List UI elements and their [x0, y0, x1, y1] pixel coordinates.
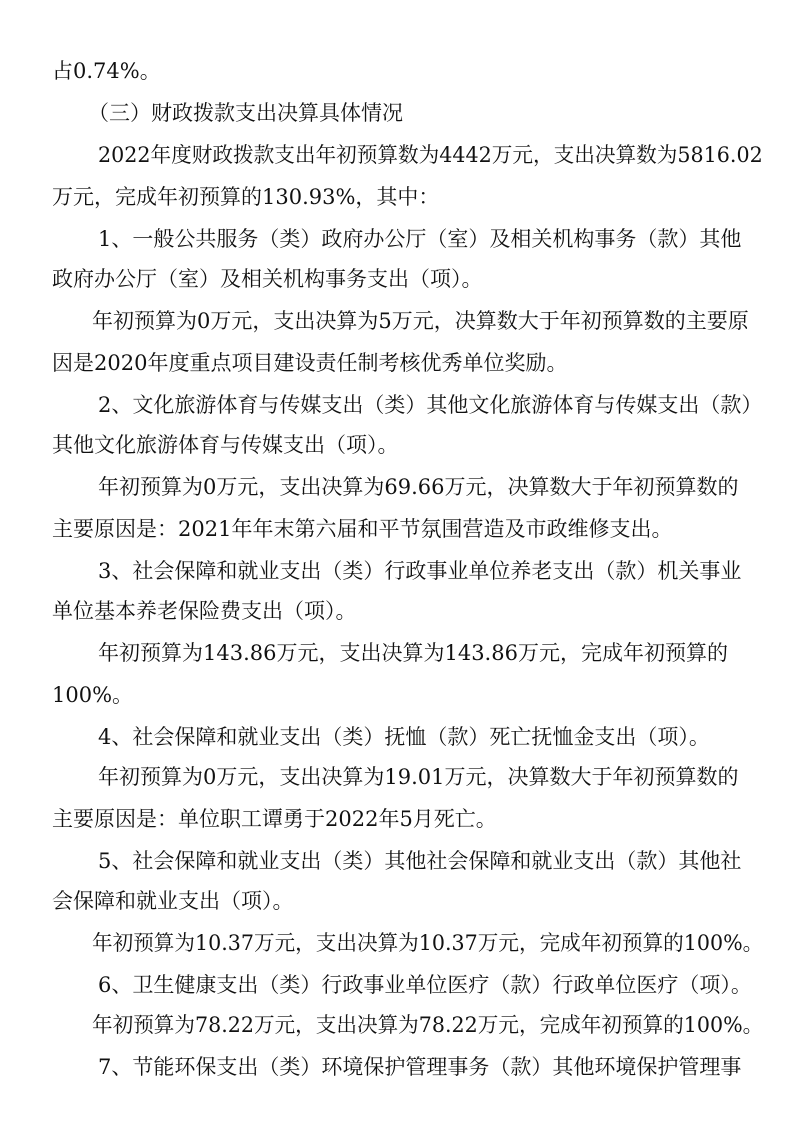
text-line: 万元，完成年初预算的130.93%，其中：: [52, 185, 440, 209]
text-line: 2、文化旅游体育与传媒支出（类）其他文化旅游体育与传媒支出（款）: [98, 393, 763, 417]
text-line: 年初预算为143.86万元，支出决算为143.86万元，完成年初预算的: [98, 641, 728, 665]
text-line: 因是2020年度重点项目建设责任制考核优秀单位奖励。: [52, 351, 568, 375]
text-line: 5、社会保障和就业支出（类）其他社会保障和就业支出（款）其他社: [98, 849, 742, 873]
text-line: 主要原因是：单位职工谭勇于2022年5月死亡。: [52, 807, 497, 831]
text-line: 其他文化旅游体育与传媒支出（项）。: [52, 433, 399, 457]
section-heading: （三）财政拨款支出决算具体情况: [88, 101, 403, 125]
text-line: 占0.74%。: [52, 59, 161, 83]
text-line: 2022年度财政拨款支出年初预算数为4442万元，支出决算数为5816.02: [98, 143, 763, 167]
text-line: 6、卫生健康支出（类）行政事业单位医疗（款）行政单位医疗（项）。: [98, 973, 752, 997]
text-line: 单位基本养老保险费支出（项）。: [52, 599, 357, 623]
text-line: 7、节能环保支出（类）环境保护管理事务（款）其他环境保护管理事: [98, 1055, 742, 1079]
text-line: 年初预算为0万元，支出决算为69.66万元，决算数大于年初预算数的: [98, 475, 739, 499]
text-line: 4、社会保障和就业支出（类）抚恤（款）死亡抚恤金支出（项）。: [98, 725, 710, 749]
text-line: 1、一般公共服务（类）政府办公厅（室）及相关机构事务（款）其他: [98, 227, 742, 251]
text-line: 政府办公厅（室）及相关机构事务支出（项）。: [52, 267, 483, 291]
text-line: 100%。: [52, 683, 134, 707]
text-line: 主要原因是：2021年年末第六届和平节氛围营造及市政维修支出。: [52, 517, 673, 541]
text-line: 年初预算为10.37万元，支出决算为10.37万元，完成年初预算的100%。: [92, 931, 764, 955]
text-line: 会保障和就业支出（项）。: [52, 889, 294, 913]
text-line: 年初预算为78.22万元，支出决算为78.22万元，完成年初预算的100%。: [92, 1013, 764, 1037]
text-line: 年初预算为0万元，支出决算为5万元，决算数大于年初预算数的主要原: [92, 309, 749, 333]
text-line: 年初预算为0万元，支出决算为19.01万元，决算数大于年初预算数的: [98, 765, 739, 789]
text-line: 3、社会保障和就业支出（类）行政事业单位养老支出（款）机关事业: [98, 559, 742, 583]
